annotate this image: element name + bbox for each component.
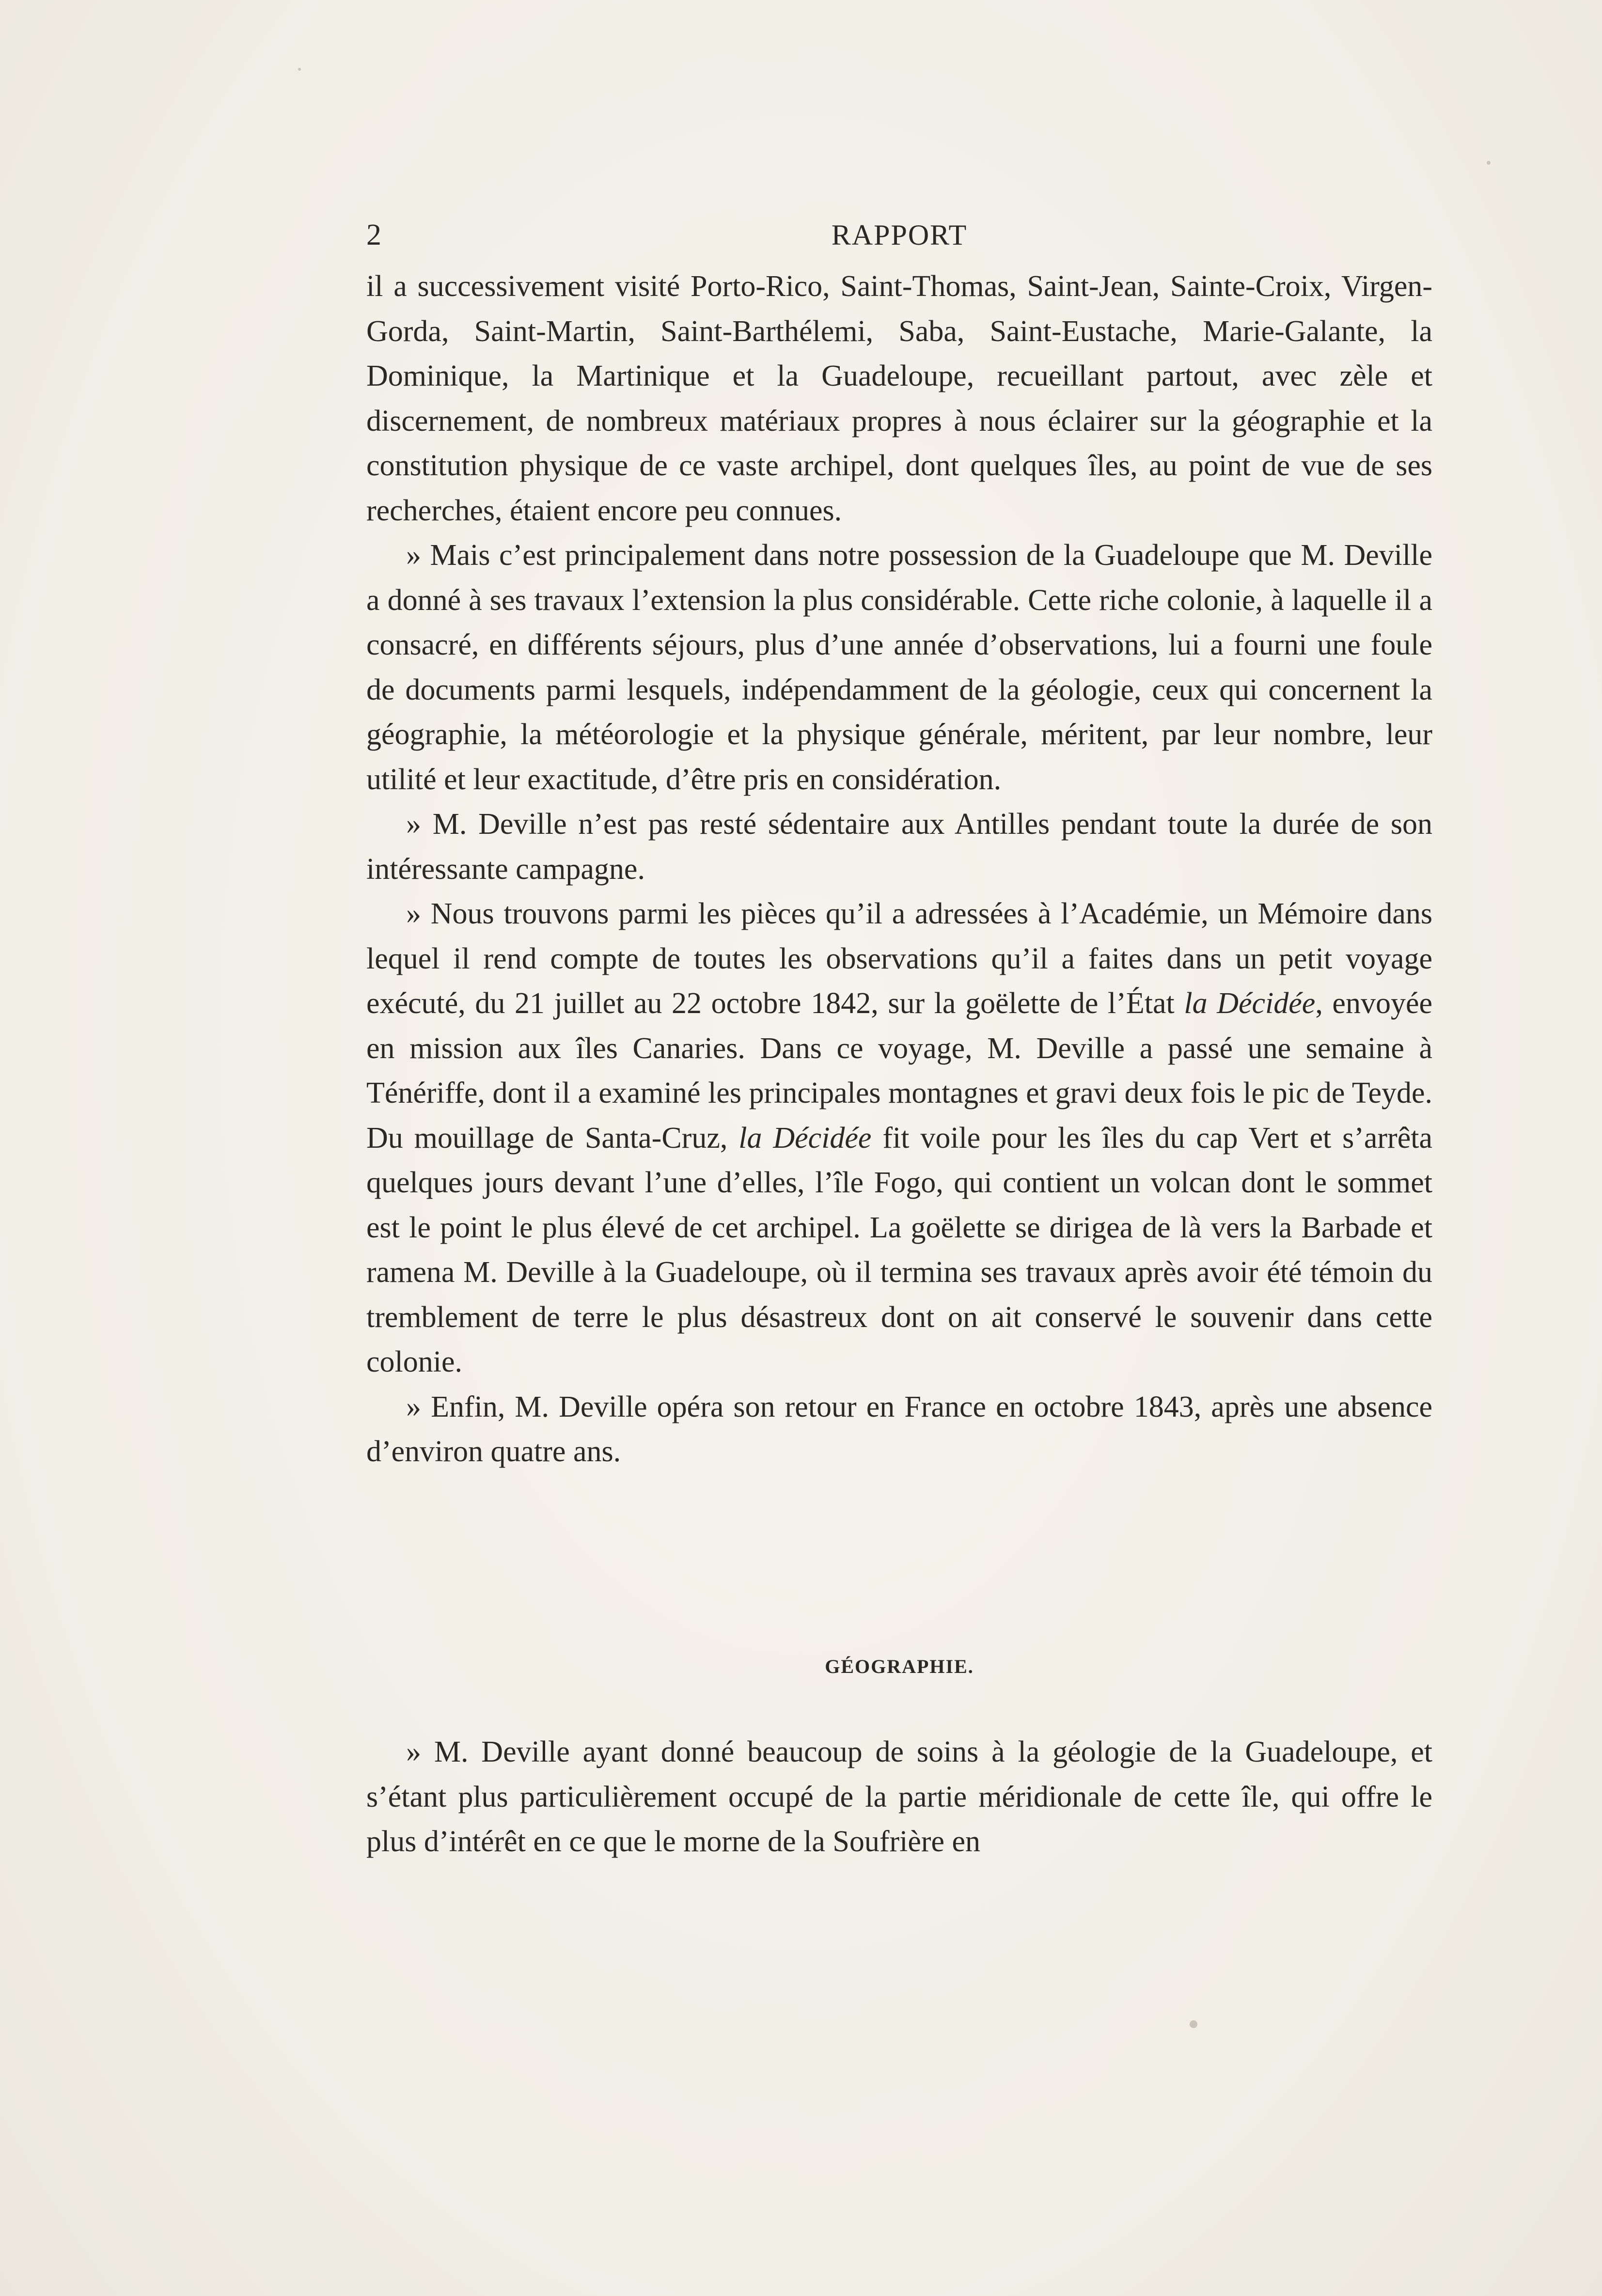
paragraph [366, 891, 1432, 1385]
paragraph-text: il a successivement visité Porto-Rico, Saint-Thomas, Saint-Jean, Sainte-Croix, Virgen-Gorda, Saint-Martin, Saint-Barthélemi, Saba, Saint-Eustache, Marie-Galante, la Dominique, la Martinique et la Guadeloupe, recueillant partout, avec zèle et discernement, de nombreux matériaux propres à nous éclairer sur la géographie et la constitution physique de ce vaste archipel, dont quelques îles, au point de vue de ses recherches, étaient encore peu connues. [366, 270, 1432, 527]
paragraph-text: fit voile pour les îles du cap Vert et s’arrêta quelques jours devant l’une d’elles, l’île Fogo, qui contient un volcan dont le sommet est le point le plus élevé de cet archipel. La goëlette se dirigea de là vers la Barbade et ramena M. Deville à la Guadeloupe, où il termina ses travaux après avoir été témoin du tremblement de terre le plus désastreux dont on ait conservé le souvenir dans cette colonie. [366, 1121, 1432, 1378]
paper-speck [1190, 2020, 1197, 2028]
paper-speck [298, 68, 301, 71]
paragraph-text: » M. Deville ayant donné beaucoup de soins à la géologie de la Guadeloupe, et s’étant plus particulièrement occupé de la partie méridionale de cette île, qui offre le plus d’intérêt en ce que le morne de la Soufrière en [366, 1735, 1432, 1858]
paragraph [366, 533, 1432, 802]
paragraph [366, 1730, 1432, 1864]
page-number: 2 [366, 219, 381, 251]
ship-name: la Décidée [738, 1121, 872, 1155]
paper-speck [1487, 161, 1491, 165]
paragraph-text: » M. Deville n’est pas resté sédentaire aux Antilles pendant toute la durée de son intéressante campagne. [366, 808, 1432, 886]
paragraph-text: » Mais c’est principalement dans notre possession de la Guadeloupe que M. Deville a donné à ses travaux l’extension la plus considérable. Cette riche colonie, à laquelle il a consacré, en différents séjours, plus d’une année d’observations, lui a fourni une foule de documents parmi lesquels, indépendamment de la géologie, ceux qui concernent la géographie, la météorologie et la physique générale, méritent, par leur nombre, leur utilité et leur exactitude, d’être pris en considération. [366, 539, 1432, 796]
page-header [366, 213, 1432, 257]
paragraph [366, 1385, 1432, 1474]
running-head: RAPPORT [831, 219, 968, 251]
ship-name: la Décidée [1184, 987, 1316, 1020]
body-text [366, 264, 1432, 1474]
paragraph-text: , envoyée en mission aux îles Canaries. Dans ce voyage, M. Deville a passé une semaine à Ténériffe, dont il a examiné les principales montagnes et gravi deux fois le pic de Teyde. Du mouillage de Santa-Cruz, [366, 987, 1432, 1155]
section-text [366, 1730, 1432, 1864]
paragraph-text: » Enfin, M. Deville opéra son retour en France en octobre 1843, après une absence d’environ quatre ans. [366, 1390, 1432, 1468]
section-heading: GÉOGRAPHIE. [825, 1656, 974, 1677]
paragraph [366, 264, 1432, 533]
paragraph-text: » Nous trouvons parmi les pièces qu’il a adressées à l’Académie, un Mémoire dans lequel il rend compte de toutes les observations qu’il a faites dans un petit voyage exécuté, du 21 juillet au 22 octobre 1842, sur la goëlette de l’État [366, 897, 1432, 1020]
paragraph [366, 802, 1432, 891]
